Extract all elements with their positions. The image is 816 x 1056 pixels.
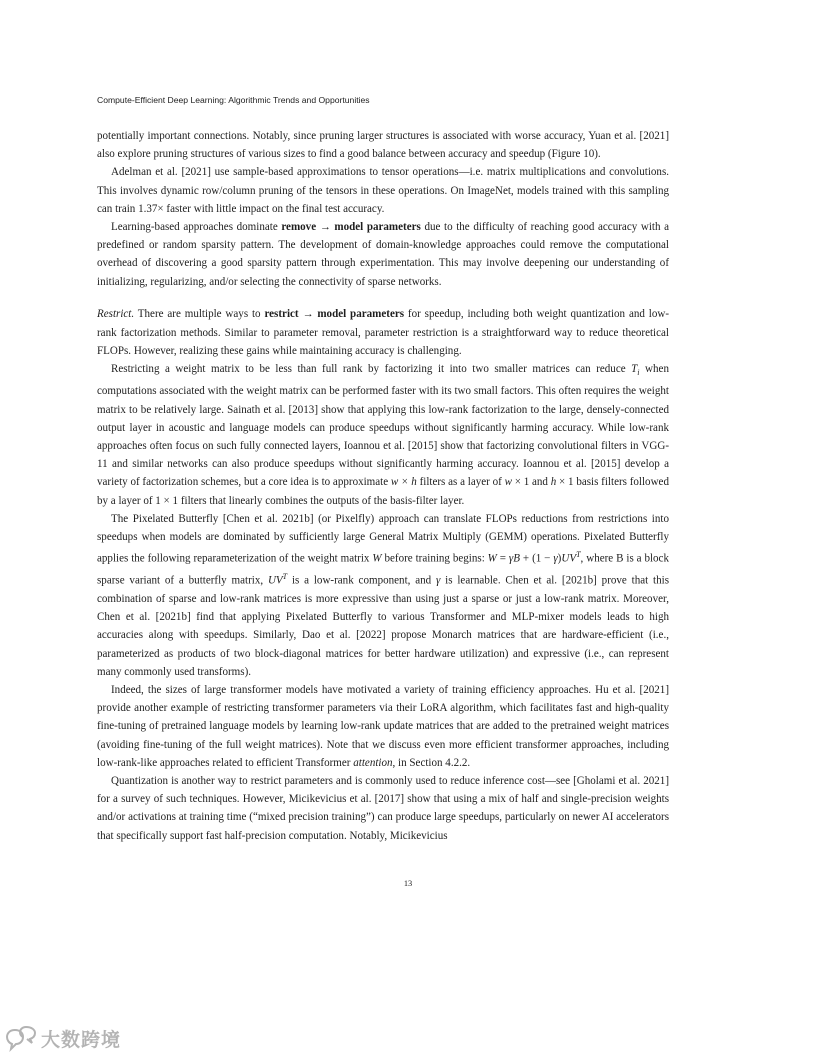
paragraph: Adelman et al. [2021] use sample-based approximations to tensor operations—i.e. matrix multiplications and convolutions. This involves dynamic row/column pruning of the tensors in these operations. On ImageNet, models trained with this sampling can train 1.37× faster with little impact on the final test accuracy.	[97, 166, 669, 215]
watermark	[6, 1023, 121, 1053]
paragraph: The Pixelated Butterfly [Chen et al. 2021b] (or Pixelfly) approach can translate FLOPs reductions from restrictions into speedups when models are dominated by sufficiently large General Matrix Multiply (GEMM) operations. Pixelated Butterfly applies the following reparameterization of the weight matrix W before training begins: $W = \gamma B + (1 - \gamma)UV^T$, where B is a block sparse variant of a butterfly matrix, $UV^T$ is a low-rank component, and γ is learnable. Chen et al. [2021b] prove that this combination of sparse and low-rank matrices is more expressive than using just a sparse or just a low-rank matrix. Moreover, Chen et al. [2021b] find that applying Pixelated Butterfly to various Transformer and MLP-mixer models leads to high accuracies along with speedups. Similarly, Dao et al. [2022] propose Monarch matrices that are hardware-efficient (i.e., parameterized as products of two block-diagonal matrices for better hardware utilization) and expressive (i.e., can represent many commonly used transforms).	[97, 512, 669, 678]
body-text	[97, 127, 669, 845]
running-header: Compute-Efficient Deep Learning: Algorithmic Trends and Opportunities	[97, 95, 370, 105]
paragraph: Quantization is another way to restrict parameters and is commonly used to reduce inference cost—see [Gholami et al. 2021] for a survey of such techniques. However, Micikevicius et al. [2017] show that using a mix of half and single-precision weights and/or activations at training time (“mixed precision training”) can produce large speedups, particularly on newer AI accelerators that specifically support fast half-precision computation. Notably, Micikevicius	[97, 775, 669, 842]
paragraph: Learning-based approaches dominate remove → model parameters due to the difficulty of reaching good accuracy with a predefined or random sparsity pattern. The development of domain-knowledge approaches could remove the computational overhead of discovering a good sparsity pattern through experimentation. This may involve deepening our understanding of initializing, regularizing, and/or selecting the connectivity of sparse networks.	[97, 221, 670, 288]
chat-bubble-icon	[6, 1024, 38, 1052]
page-number: 13	[403, 879, 413, 888]
paragraph: Indeed, the sizes of large transformer models have motivated a variety of training efficiency approaches. Hu et al. [2021] provide another example of restricting transformer parameters via their LoRA algorithm, which facilitates fast and high-quality fine-tuning of pretrained language models by learning low-rank update matrices that are added to the pretrained weight matrices (avoiding fine-tuning of the full weight matrices). Note that we discuss even more efficient transformer approaches, including low-rank-like approaches related to efficient Transformer attention, in Section 4.2.2.	[97, 684, 669, 769]
paragraph: potentially important connections. Notably, since pruning larger structures is associated with worse accuracy, Yuan et al. [2021] also explore pruning structures of various sizes to find a good balance between accuracy and speedup (Figure 10).	[97, 130, 669, 161]
watermark-text: 大数跨境	[41, 1028, 122, 1051]
paragraph: Restricting a weight matrix to be less than full rank by factorizing it into two smaller matrices can reduce $T_i$ when computations associated with the weight matrix can be performed faster with its two small factors. This often requires the weight matrix to be relatively large. Sainath et al. [2013] show that applying this low-rank factorization to the large, densely-connected output layer in acoustic and language models can produce speedups without significantly harming accuracy. While low-rank approaches often focus on such fully connected layers, Ioannou et al. [2015] show that factorizing convolutional filters in VGG-11 and similar networks can also produce speedups without significantly harming accuracy. Ioannou et al. [2015] develop a variety of factorization schemes, but a core idea is to approximate w × h filters as a layer of w × 1 and h × 1 basis filters followed by a layer of 1 × 1 filters that linearly combines the outputs of the basis-filter layer.	[97, 363, 669, 507]
paragraph: Restrict. There are multiple ways to restrict → model parameters for speedup, including both weight quantization and low-rank factorization methods. Similar to parameter removal, parameter restriction is a straightforward way to reduce theoretical FLOPs. However, realizing these gains while maintaining accuracy is challenging.	[97, 308, 670, 357]
